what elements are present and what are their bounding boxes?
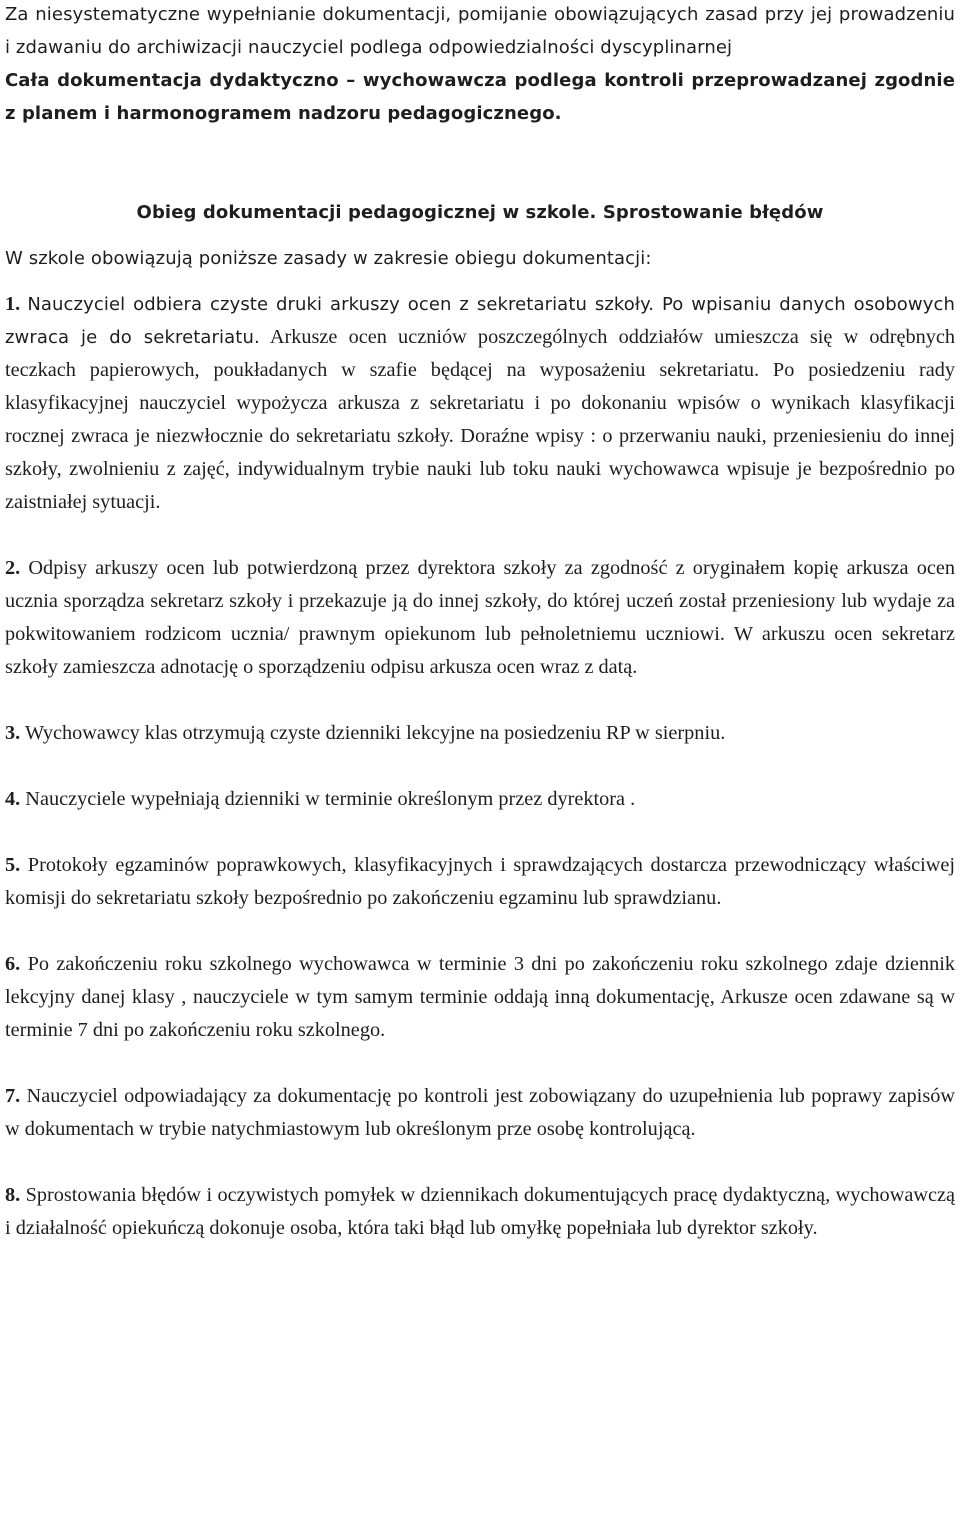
item-number: 1. [5, 293, 21, 315]
item-number: 3. [5, 722, 21, 744]
list-item-1 [5, 288, 955, 519]
item-number: 6. [5, 953, 21, 975]
item-text: Odpisy arkuszy ocen lub potwierdzoną przez dyrektora szkoły za zgodność z oryginałem kopię arkusza ocen ucznia sporządza sekretarz szkoły i przekazuje ją do innej szkoły, do której uczeń został przeniesiony lub wydaje za pokwitowaniem rodzicom ucznia/ prawnym opiekunom lub pełnoletniemu uczniowi. W arkuszu ocen sekretarz szkoły zamieszcza adnotację o sporządzeniu odpisu arkusza ocen wraz z datą. [5, 557, 955, 678]
item-number: 5. [5, 854, 21, 876]
intro-paragraph-1: Za niesystematyczne wypełnianie dokumentacji, pomijanie obowiązujących zasad przy jej prowadzeniu i zdawaniu do archiwizacji nauczyciel podlega odpowiedzialności dyscyplinarnej [5, 4, 955, 58]
list-item-2 [5, 552, 955, 684]
intro-paragraph-2: Cała dokumentacja dydaktyczno – wychowawcza podlega kontroli przeprowadzanej zgodnie z planem i harmonogramem nadzoru pedagogicznego. [5, 70, 955, 124]
item-number: 8. [5, 1184, 21, 1206]
item-text-sans: Nauczyciel odbiera czyste druki arkuszy ocen z sekretariatu szkoły. Po wpisaniu danych osobowych zwraca je do sekretariatu. [5, 294, 955, 348]
item-number: 7. [5, 1085, 21, 1107]
item-number: 4. [5, 788, 21, 810]
item-text: Po zakończeniu roku szkolnego wychowawca w terminie 3 dni po zakończeniu roku szkolnego zdaje dziennik lekcyjny danej klasy , nauczyciele w tym samym terminie oddają inną dokumentację, Arkusze ocen zdawane są w terminie 7 dni po zakończeniu roku szkolnego. [5, 953, 955, 1041]
item-text: Nauczyciele wypełniają dzienniki w terminie określonym przez dyrektora . [25, 788, 636, 810]
list-item-8 [5, 1179, 955, 1245]
item-text: Sprostowania błędów i oczywistych pomyłek w dziennikach dokumentujących pracę dydaktyczną, wychowawczą i działalność opiekuńczą dokonuje osoba, która taki błąd lub omyłkę popełniała lub dyrektor szkoły. [5, 1184, 955, 1239]
list-item-3 [5, 717, 955, 750]
lead-sentence: W szkole obowiązują poniższe zasady w zakresie obiegu dokumentacji: [5, 248, 652, 269]
list-item-5 [5, 849, 955, 915]
item-text: Protokoły egzaminów poprawkowych, klasyfikacyjnych i sprawdzających dostarcza przewodniczący właściwej komisji do sekretariatu szkoły bezpośrednio po zakończeniu egzaminu lub sprawdzianu. [5, 854, 956, 909]
item-number: 2. [5, 557, 21, 579]
list-item-6 [5, 948, 955, 1047]
section-heading: Obieg dokumentacji pedagogicznej w szkole. Sprostowanie błędów [136, 202, 824, 223]
item-text: Nauczyciel odpowiadający za dokumentację po kontroli jest zobowiązany do uzupełnienia lub poprawy zapisów w dokumentach w trybie natychmiastowym lub określonym prze osobę kontrolującą. [5, 1085, 956, 1140]
list-item-4 [5, 783, 955, 816]
item-text: Arkusze ocen uczniów poszczególnych oddziałów umieszcza się w odrębnych teczkach papierowych, poukładanych w szafie będącej na wyposażeniu sekretariatu. Po posiedzeniu rady klasyfikacyjnej nauczyciel wypożycza arkusza z sekretariatu i po dokonaniu wpisów o wynikach klasyfikacji rocznej zwraca je niezwłocznie do sekretariatu szkoły. Doraźne wpisy : o przerwaniu nauki, przeniesieniu do innej szkoły, zwolnieniu z zajęć, indywidualnym trybie nauki lub toku nauki wychowawca wpisuje je bezpośrednio po zaistniałej sytuacji. [5, 326, 956, 513]
list-item-7 [5, 1080, 955, 1146]
item-text: Wychowawcy klas otrzymują czyste dzienniki lekcyjne na posiedzeniu RP w sierpniu. [24, 722, 726, 744]
